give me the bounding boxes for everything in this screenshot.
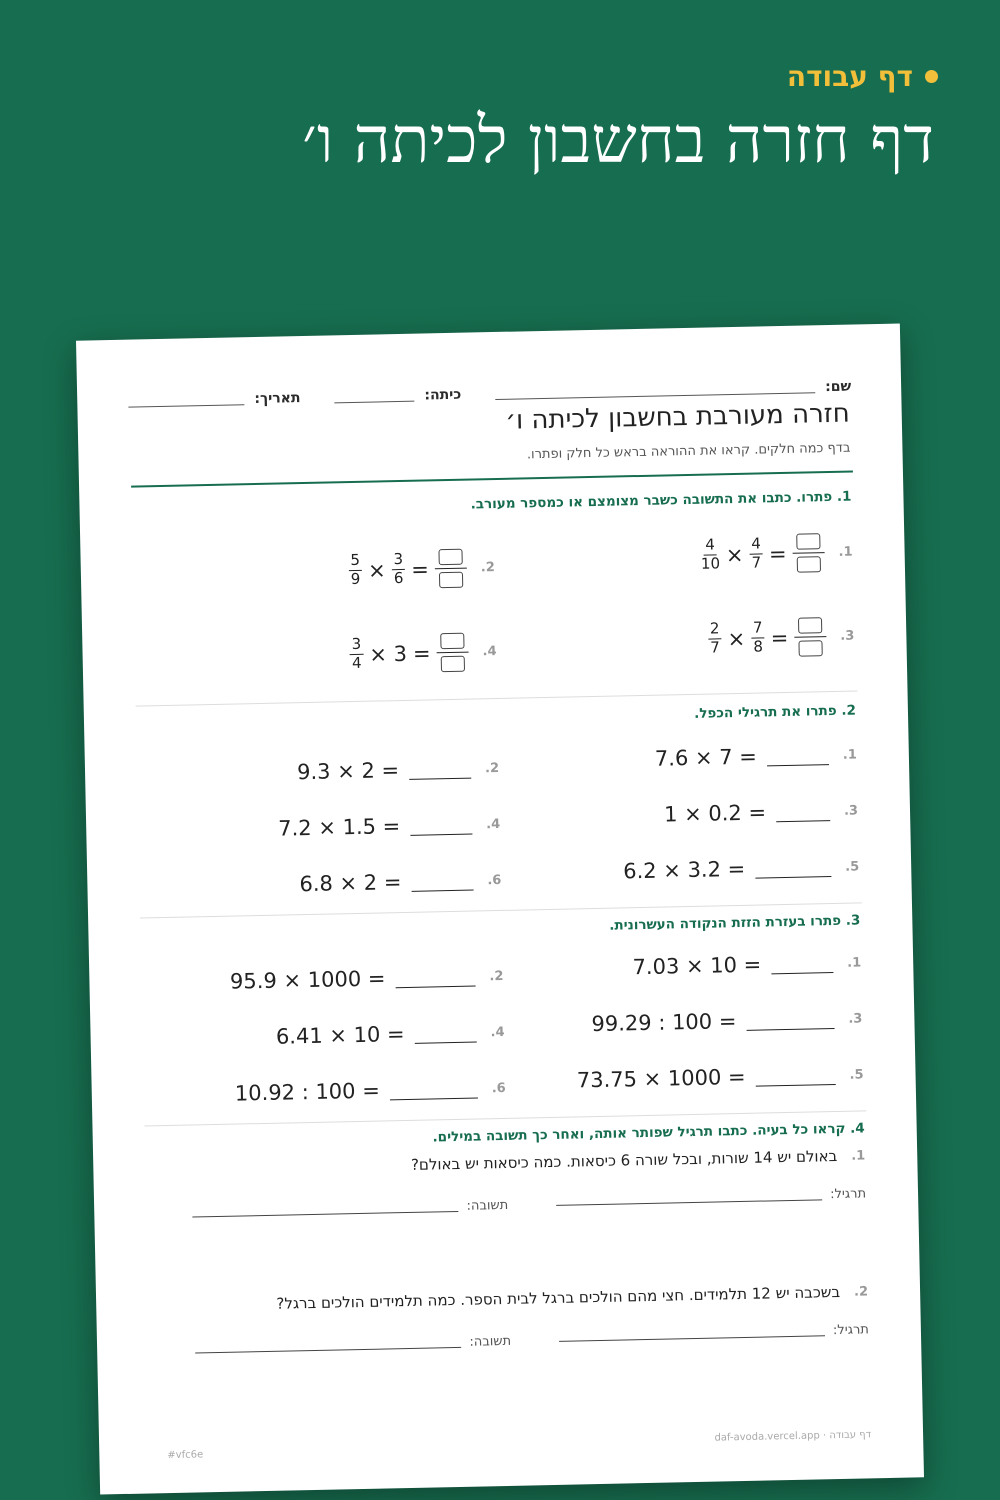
- answer-blank[interactable]: [409, 759, 471, 779]
- answer-fraction-box[interactable]: [794, 617, 827, 657]
- decimal-exercise-1: 1. 7.03 × 10 =: [632, 952, 862, 980]
- answer-field[interactable]: [193, 1210, 459, 1218]
- fraction: $\frac{4}{7}$: [751, 534, 762, 572]
- date-label: תאריך:: [254, 390, 301, 408]
- class-label: כיתה:: [424, 386, 462, 404]
- answer-field[interactable]: [196, 1346, 462, 1354]
- multiplication-exercise-1: 1. 7.6 × 7 =: [654, 744, 857, 771]
- answer-fraction-box[interactable]: [792, 533, 825, 573]
- multiplication-exercise-5: 5. 6.2 × 3.2 =: [622, 856, 860, 884]
- answer-blank[interactable]: [746, 1010, 834, 1031]
- fraction-exercise-1: 1. $\frac{4}{10}$ × $\frac{4}{7}$ =: [700, 534, 853, 573]
- answer-blank[interactable]: [390, 1079, 478, 1100]
- answer-fraction-box[interactable]: [436, 633, 469, 673]
- answer-blank[interactable]: [410, 815, 472, 835]
- multiplication-exercise-4: 4. 7.2 × 1.5 =: [278, 814, 501, 841]
- word-problem-1-answer: תשובה:: [192, 1198, 508, 1220]
- word-problem-1: 1. באולם יש 14 שורות, ובכל שורה 6 כיסאות. כמה כיסאות יש באולם?: [410, 1146, 866, 1174]
- answer-blank[interactable]: [411, 871, 473, 891]
- fraction: $\frac{7}{8}$: [752, 618, 764, 656]
- banner-title: דף חזרה בחשבון לכיתה ו׳: [302, 104, 934, 178]
- exercise-field[interactable]: [559, 1334, 825, 1342]
- footer-id: #vfc6e: [167, 1449, 204, 1462]
- fraction: $\frac{5}{9}$: [350, 551, 361, 589]
- word-problem-2-answer: תשובה:: [195, 1334, 511, 1356]
- multiplication-exercise-3: 3. 1 × 0.2 =: [663, 800, 859, 827]
- footer-source: דף עבודה · daf-avoda.vercel.app: [714, 1429, 872, 1444]
- section-2-title: 2. פתרו את תרגילי הכפל.: [693, 702, 857, 722]
- name-field[interactable]: [495, 391, 815, 400]
- word-problem-1-exercise: תרגיל:: [556, 1186, 866, 1207]
- multiplication-exercise-6: 6. 6.8 × 2 =: [299, 870, 502, 897]
- answer-blank[interactable]: [767, 746, 829, 766]
- class-field[interactable]: [335, 400, 415, 404]
- answer-blank[interactable]: [755, 1066, 835, 1087]
- word-problem-2-exercise: תרגיל:: [559, 1322, 869, 1343]
- bullet-dot-icon: [925, 70, 938, 83]
- section-1-title: 1. פתרו. כתבו את התשובה כשבר מצומצם או כמספר מעורב.: [470, 488, 852, 513]
- date-field[interactable]: [129, 403, 245, 407]
- decimal-exercise-3: 3. 99.29 : 100 =: [591, 1009, 863, 1037]
- fraction-exercise-4: 4. $\frac{3}{4}$ × 3 =: [349, 632, 497, 674]
- exercise-field[interactable]: [556, 1198, 822, 1206]
- answer-fraction-box[interactable]: [434, 549, 467, 589]
- answer-blank[interactable]: [776, 802, 830, 822]
- decimal-exercise-4: 4. 6.41 × 10 =: [275, 1022, 505, 1049]
- section-3-title: 3. פתרו בעזרת הזזת הנקודה העשרונית.: [609, 912, 861, 934]
- word-problem-2: 2. בשכבה יש 12 תלמידים. חצי מהם הולכים ברגל לבית הספר. כמה תלמידים הולכים ברגל?: [276, 1282, 869, 1313]
- decimal-exercise-6: 6. 10.92 : 100 =: [234, 1078, 506, 1106]
- answer-blank[interactable]: [395, 967, 475, 988]
- answer-blank[interactable]: [414, 1023, 476, 1043]
- section-4-title: 4. קראו כל בעיה. כתבו תרגיל שפותר אותה, ואחר כך תשובה במילים.: [432, 1120, 865, 1146]
- worksheet-label: [787, 60, 938, 93]
- worksheet-label-text: דף עבודה: [786, 60, 913, 93]
- fraction-exercise-3: 3. $\frac{2}{7}$ × $\frac{7}{8}$ =: [709, 618, 855, 657]
- worksheet-page: [76, 323, 924, 1494]
- fraction: $\frac{3}{4}$: [351, 635, 362, 673]
- sheet-title: חזרה מעורבת בחשבון לכיתה ו׳: [504, 398, 851, 436]
- decimal-exercise-5: 5. 73.75 × 1000 =: [576, 1064, 864, 1093]
- fraction: $\frac{2}{7}$: [709, 619, 720, 657]
- answer-blank[interactable]: [755, 858, 831, 879]
- fraction-exercise-2: 2. $\frac{5}{9}$ × $\frac{3}{6}$ =: [350, 550, 496, 589]
- answer-blank[interactable]: [771, 954, 833, 974]
- title-divider: [131, 471, 853, 488]
- name-label: שם:: [825, 378, 852, 396]
- decimal-exercise-2: 2. 95.9 × 1000 =: [229, 966, 504, 994]
- sheet-subtitle: בדף כמה חלקים. קראו את ההוראה בראש כל חלק ופתרו.: [526, 440, 851, 463]
- multiplication-exercise-2: 2. 9.3 × 2 =: [296, 758, 500, 785]
- fraction: $\frac{3}{6}$: [393, 550, 404, 588]
- fraction: $\frac{4}{10}$: [700, 535, 721, 573]
